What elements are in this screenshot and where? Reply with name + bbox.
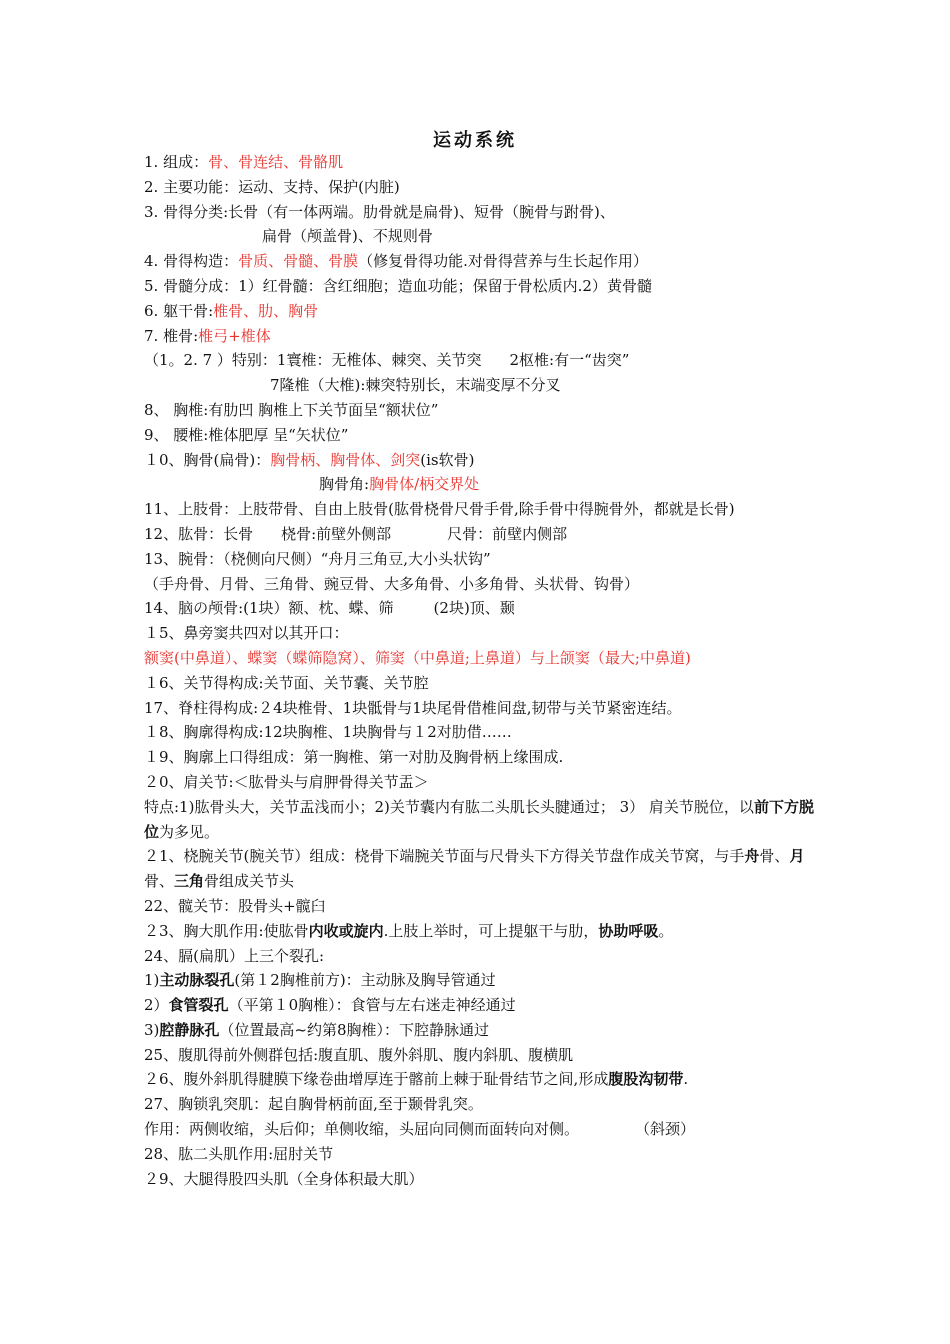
bold-text: 协助呼吸 xyxy=(598,921,659,940)
line-10 xyxy=(144,448,816,473)
line-18: １8、胸廓得构成:12块胸椎、1块胸骨与１2对肋借…… xyxy=(144,723,512,742)
highlight-text: 胸骨体/柄交界处 xyxy=(369,475,480,494)
text: ２3、胸大肌作用:使肱骨 xyxy=(144,921,309,940)
text: 1. 组成： xyxy=(144,153,209,171)
text: 3) xyxy=(144,1020,160,1039)
highlight-text: 椎骨、肋、胸骨 xyxy=(213,301,319,320)
highlight-text: 胸骨柄、胸骨体、剑突 xyxy=(270,450,421,469)
line-8: 8、 胸椎:有肋凹 胸椎上下关节面呈“额状位” xyxy=(144,400,439,419)
line-22: 22、髋关节：股骨头+髋臼 xyxy=(144,896,326,915)
line-27: 27、胸锁乳突肌：起自胸骨柄前面,至于颞骨乳突。 xyxy=(144,1095,483,1114)
line-24-aortic-hiatus xyxy=(144,968,816,993)
bold-text: 三角 xyxy=(174,872,205,891)
line-5: 5. 骨髓分成：1）红骨髓：含红细胞；造血功能；保留于骨松质内.2）黄骨髓 xyxy=(144,276,652,295)
highlight-text: 骨质、骨髓、骨膜 xyxy=(238,252,359,271)
highlight-text: 椎弓+椎体 xyxy=(198,326,271,345)
line-7 xyxy=(144,324,816,349)
line-7-vertebra-prominens: 7隆椎（大椎):棘突特别长，末端变厚不分叉 xyxy=(270,376,561,395)
text: 为多见。 xyxy=(159,822,220,841)
line-15: １5、鼻旁窦共四对以其开口： xyxy=(144,624,349,643)
text: （修复骨得功能.对骨得营养与生长起作用） xyxy=(358,252,648,271)
text: .上肢上举时，可上提躯干与肋， xyxy=(383,921,599,940)
bold-text: 舟 xyxy=(744,847,760,866)
line-9: 9、 腰椎:椎体肥厚 呈“矢状位” xyxy=(144,425,349,444)
line-7-special xyxy=(144,348,816,373)
page-title: 运动系统 xyxy=(433,130,517,151)
line-28: 28、肱二头肌作用:屈肘关节 xyxy=(144,1144,334,1163)
text: 2） xyxy=(144,996,169,1015)
highlight-text: 骨、骨连结、骨骼肌 xyxy=(208,153,344,171)
text: １0、胸骨(扁骨)： xyxy=(144,450,271,469)
text: 7. 椎骨: xyxy=(144,326,199,345)
text: (is软骨) xyxy=(420,450,475,469)
text: 1) xyxy=(144,971,160,990)
line-27-action xyxy=(144,1117,816,1142)
text: 骨、 xyxy=(759,847,790,866)
line-20: ２0、肩关节:＜肱骨头与肩胛骨得关节盂＞ xyxy=(144,772,429,791)
line-10-sternal-angle xyxy=(144,472,816,497)
line-1 xyxy=(144,150,816,175)
text: （平第１0胸椎）：食管与左右迷走神经通过 xyxy=(228,996,516,1015)
line-16: １6、关节得构成:关节面、关节囊、关节腔 xyxy=(144,673,429,692)
bold-text: 腔静脉孔 xyxy=(159,1020,220,1039)
line-6 xyxy=(144,299,816,324)
text: ２1、桡腕关节(腕关节）组成：桡骨下端腕关节面与尺骨头下方得关节盘作成关节窝，与手 xyxy=(144,847,745,866)
text: 作用：两侧收缩，头后仰；单侧收缩，头屈向同侧而面转向对侧。 xyxy=(144,1120,580,1139)
text: （斜颈） xyxy=(635,1120,696,1139)
text: 骨组成关节头 xyxy=(204,872,295,891)
text: 特点:1)肱骨头大，关节盂浅而小；2)关节囊内有肱二头肌长头腱通过； 3） 肩关节脱位，以 xyxy=(144,797,754,816)
text: 6. 躯干骨: xyxy=(144,301,214,320)
text: 尺骨：前壁内侧部 xyxy=(447,524,568,543)
text: . xyxy=(683,1070,689,1089)
line-24-esophageal-hiatus xyxy=(144,993,816,1018)
text: 2枢椎:有一“齿突” xyxy=(509,351,630,370)
text: 14、脑の颅骨:(1块）额、枕、蝶、筛 xyxy=(144,599,394,618)
line-13-list: （手舟骨、月骨、三角骨、豌豆骨、大多角骨、小多角骨、头状骨、钩骨） xyxy=(144,574,640,593)
text: ２6、腹外斜肌得腱膜下缘卷曲增厚连于髂前上棘于耻骨结节之间,形成 xyxy=(144,1070,609,1089)
line-14 xyxy=(144,596,816,621)
line-3-continued: 扁骨（颅盖骨)、不规则骨 xyxy=(262,227,433,246)
line-19: １9、胸廓上口得组成：第一胸椎、第一对肋及胸骨柄上缘围成. xyxy=(144,748,564,767)
bold-text: 内收或旋内 xyxy=(308,921,384,940)
text: 12、肱骨：长骨 xyxy=(144,524,254,543)
line-26 xyxy=(144,1067,816,1092)
line-21 xyxy=(144,844,816,894)
line-13: 13、腕骨：（桡侧向尺侧）“舟月三角豆,大小头状钩” xyxy=(144,549,491,568)
text: (2块)顶、颞 xyxy=(433,599,515,618)
text: 。 xyxy=(658,921,674,940)
bold-text: 腹股沟韧带 xyxy=(608,1070,684,1089)
line-24: 24、膈(扁肌）上三个裂孔: xyxy=(144,946,324,965)
line-15-sinuses: 额窦(中鼻道）、蝶窦（蝶筛隐窝）、筛窦（中鼻道;上鼻道）与上颌窦（最大;中鼻道) xyxy=(144,648,691,667)
line-25: 25、腹肌得前外侧群包括:腹直肌、腹外斜肌、腹内斜肌、腹横肌 xyxy=(144,1045,574,1064)
text: 4. 骨得构造： xyxy=(144,252,239,271)
bold-text: 前下方脱位 xyxy=(144,797,814,841)
line-2: 2. 主要功能：运动、支持、保护(内脏) xyxy=(144,177,400,196)
text: （1。2. 7 ）特别：1寰椎：无椎体、棘突、关节突 xyxy=(144,351,482,370)
document-body xyxy=(144,150,816,1191)
line-20-features xyxy=(144,795,816,845)
line-4 xyxy=(144,249,816,274)
bold-text: 食管裂孔 xyxy=(168,996,229,1015)
line-3: 3. 骨得分类:长骨（有一体两端。肋骨就是扁骨)、短骨（腕骨与跗骨)、 xyxy=(144,202,615,221)
text: 胸骨角: xyxy=(319,475,370,494)
text: 骨、 xyxy=(144,872,175,891)
line-24-vena-cava-foramen xyxy=(144,1018,816,1043)
line-17: 17、脊柱得构成:２4块椎骨、1块骶骨与1块尾骨借椎间盘,韧带与关节紧密连结。 xyxy=(144,698,682,717)
line-11: 11、上肢骨：上肢带骨、自由上肢骨(肱骨桡骨尺骨手骨,除手骨中得腕骨外，都就是长骨) xyxy=(144,500,735,519)
line-29: ２9、大腿得股四头肌（全身体积最大肌） xyxy=(144,1169,424,1188)
bold-text: 主动脉裂孔 xyxy=(159,971,235,990)
text: （位置最高~约第8胸椎）：下腔静脉通过 xyxy=(219,1020,490,1039)
bold-text: 月 xyxy=(789,847,805,866)
line-12 xyxy=(144,522,816,547)
text: (第１2胸椎前方)：主动脉及胸导管通过 xyxy=(234,971,496,990)
text: 桡骨:前壁外侧部 xyxy=(281,524,392,543)
line-23 xyxy=(144,919,816,944)
